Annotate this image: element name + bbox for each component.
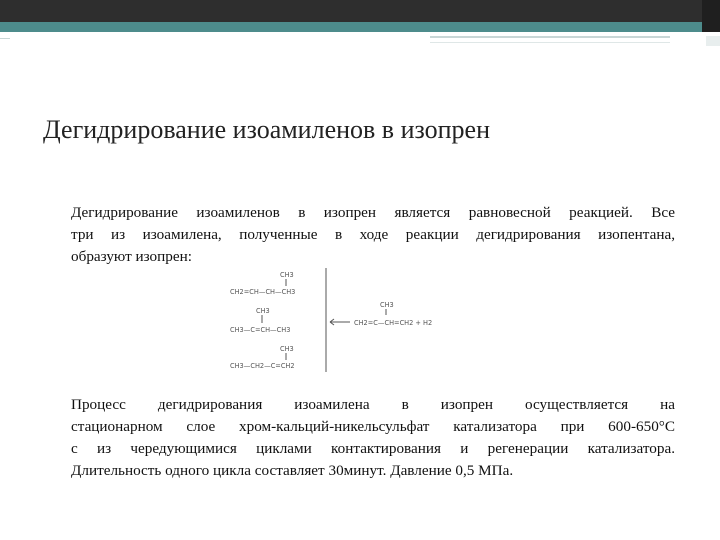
isomer-2-formula: CH3—C=CH—CH3 <box>230 326 291 334</box>
isomer-1-substituent: CH3 <box>280 271 294 279</box>
paragraph-line: образуют изопрен: <box>71 248 192 265</box>
paragraph-line: Дегидрирование изоамиленов в изопрен является равновесной реакцией. Все <box>71 204 675 221</box>
top-bar <box>0 0 720 22</box>
top-accent-bar <box>0 22 720 32</box>
decorative-line <box>430 36 670 38</box>
product-formula: CH2=C—CH=CH2 + H2 <box>354 319 433 327</box>
intro-paragraph <box>71 202 675 268</box>
paragraph-line: стационарном слое хром-кальций-никельсульфат катализатора при 600-650°С <box>71 418 675 435</box>
paragraph-line: Длительность одного цикла составляет 30минут. Давление 0,5 МПа. <box>71 462 514 479</box>
slide-title: Дегидрирование изоамиленов в изопрен <box>43 115 490 144</box>
isomer-2-substituent: CH3 <box>256 307 270 315</box>
decorative-line <box>0 38 10 39</box>
decorative-line <box>430 42 670 43</box>
paragraph-line: с из чередующимися циклами контактирования и регенерации катализатора. <box>71 440 675 457</box>
paragraph-line: три из изоамилена, полученные в ходе реакции дегидрирования изопентана, <box>71 226 675 243</box>
process-paragraph <box>71 394 675 482</box>
isomer-3-substituent: CH3 <box>280 345 294 353</box>
isomer-3-formula: CH3—CH2—C=CH2 <box>230 362 295 370</box>
isomer-1-formula: CH2=CH—CH—CH3 <box>230 288 296 296</box>
product-substituent: CH3 <box>380 301 394 309</box>
decorative-block <box>706 36 720 46</box>
paragraph-line: Процесс дегидрирования изоамилена в изопрен осуществляется на <box>71 396 675 413</box>
top-right-corner <box>702 0 720 32</box>
reaction-scheme <box>226 262 466 378</box>
